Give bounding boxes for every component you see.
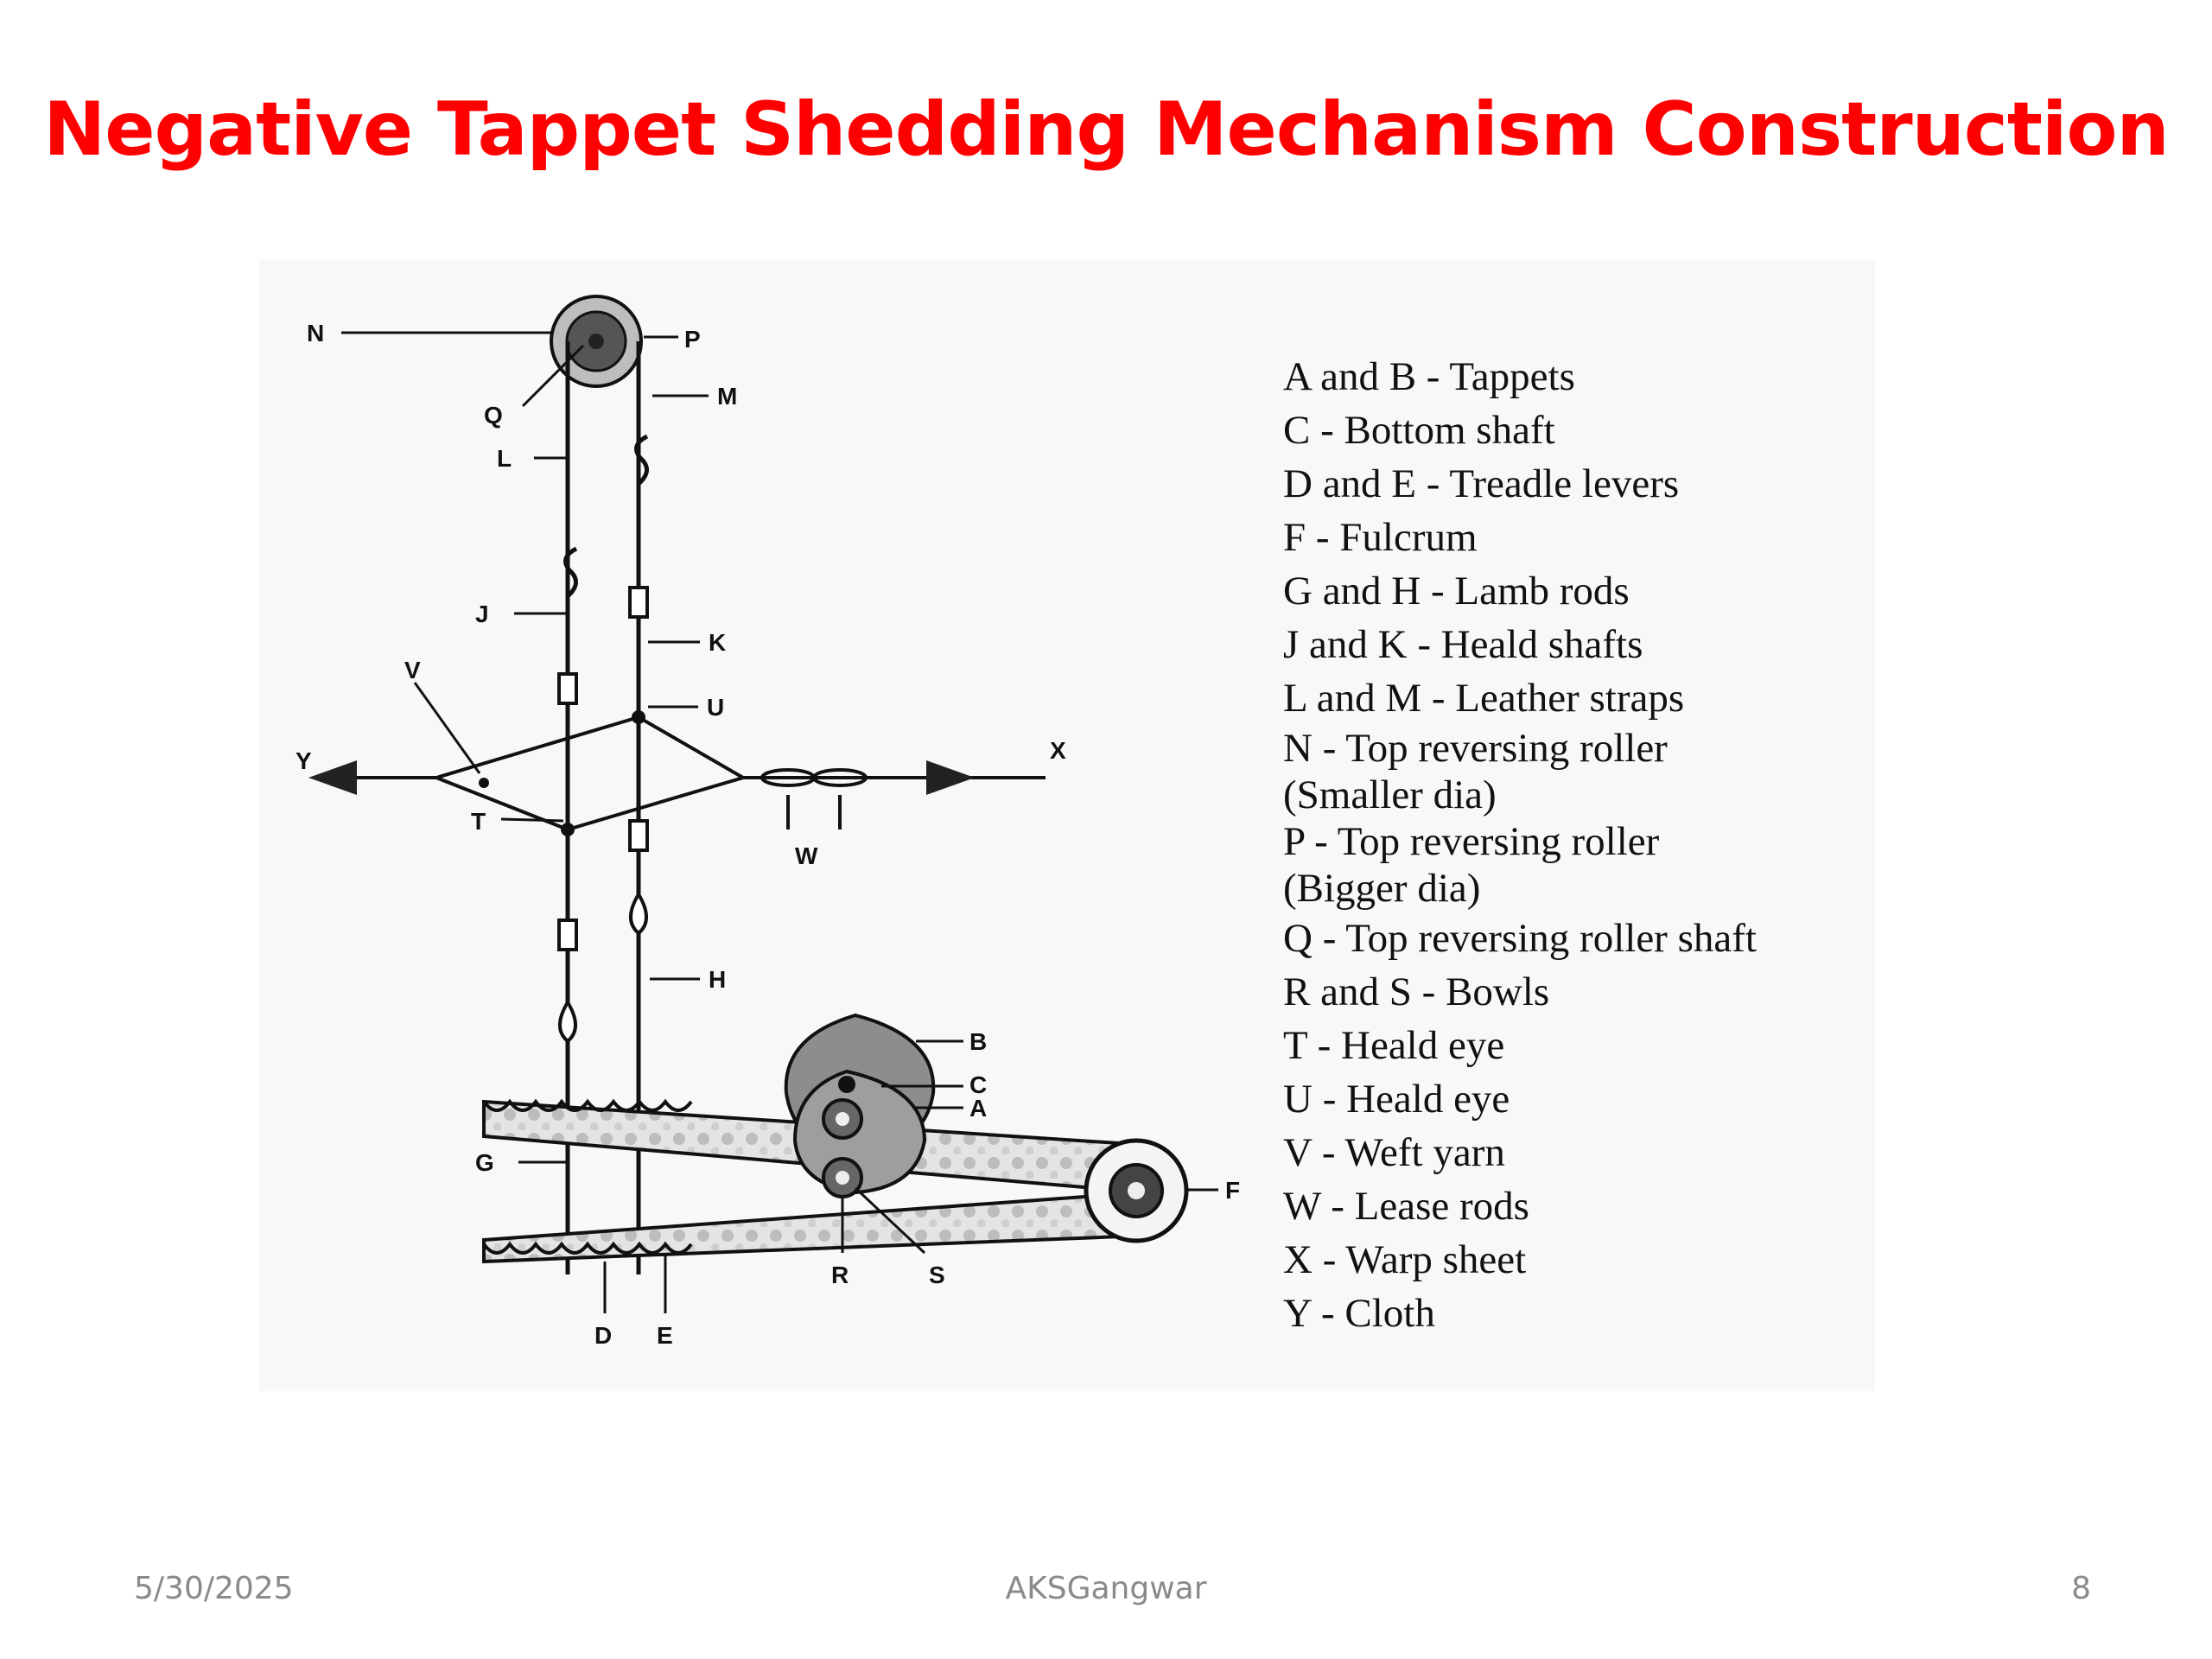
label-a: A [969,1095,988,1122]
label-p: P [684,326,701,353]
legend-item: A and B - Tappets [1283,354,1575,399]
page-number: 8 [2071,1571,2091,1606]
legend-item: N - Top reversing roller [1283,726,1668,771]
fulcrum [1086,1141,1186,1241]
label-c: C [969,1071,988,1098]
legend-item: Q - Top reversing roller shaft [1283,916,1757,961]
label-y: Y [296,747,312,774]
legend-item: Y - Cloth [1283,1291,1435,1336]
label-q: Q [484,402,503,429]
label-v: V [404,657,421,683]
label-m: M [717,383,738,410]
label-b: B [969,1028,988,1055]
connector-h [631,894,646,933]
legend-item: J and K - Heald shafts [1283,622,1643,667]
label-j: J [475,601,489,627]
label-d: D [594,1322,613,1349]
legend-item: (Bigger dia) [1283,866,1481,911]
label-g: G [475,1149,494,1176]
label-w: W [795,842,818,869]
label-s: S [929,1262,945,1288]
legend-item: X - Warp sheet [1283,1237,1527,1282]
label-h: H [709,966,727,993]
legend-item: U - Heald eye [1283,1077,1510,1122]
label-f: F [1225,1177,1241,1204]
label-e: E [657,1322,673,1349]
legend-item: T - Heald eye [1283,1023,1505,1068]
label-k: K [709,629,727,656]
label-u: U [707,694,725,721]
legend [1283,350,1871,1340]
footer-date: 5/30/2025 [134,1571,294,1606]
legend-item: V - Weft yarn [1283,1130,1505,1175]
legend-item: F - Fulcrum [1283,515,1478,560]
label-t: T [471,808,486,835]
legend-item: R and S - Bowls [1283,969,1550,1014]
connector-g [560,1002,575,1041]
label-l: L [497,445,512,472]
legend-item: (Smaller dia) [1283,772,1497,817]
label-x: X [1050,737,1066,764]
top-reversing-roller [551,296,641,386]
mechanism-figure [259,259,1875,1391]
label-n: N [307,320,325,346]
legend-item: C - Bottom shaft [1283,408,1555,453]
legend-item: P - Top reversing roller [1283,819,1660,864]
legend-item: G and H - Lamb rods [1283,569,1630,613]
footer-author: AKSGangwar [1005,1571,1207,1606]
legend-item: D and E - Treadle levers [1283,461,1680,506]
label-r: R [831,1262,849,1288]
legend-item: W - Lease rods [1283,1184,1529,1229]
legend-item: L and M - Leather straps [1283,676,1685,721]
slide-title: Negative Tappet Shedding Mechanism Construction [43,86,2169,173]
